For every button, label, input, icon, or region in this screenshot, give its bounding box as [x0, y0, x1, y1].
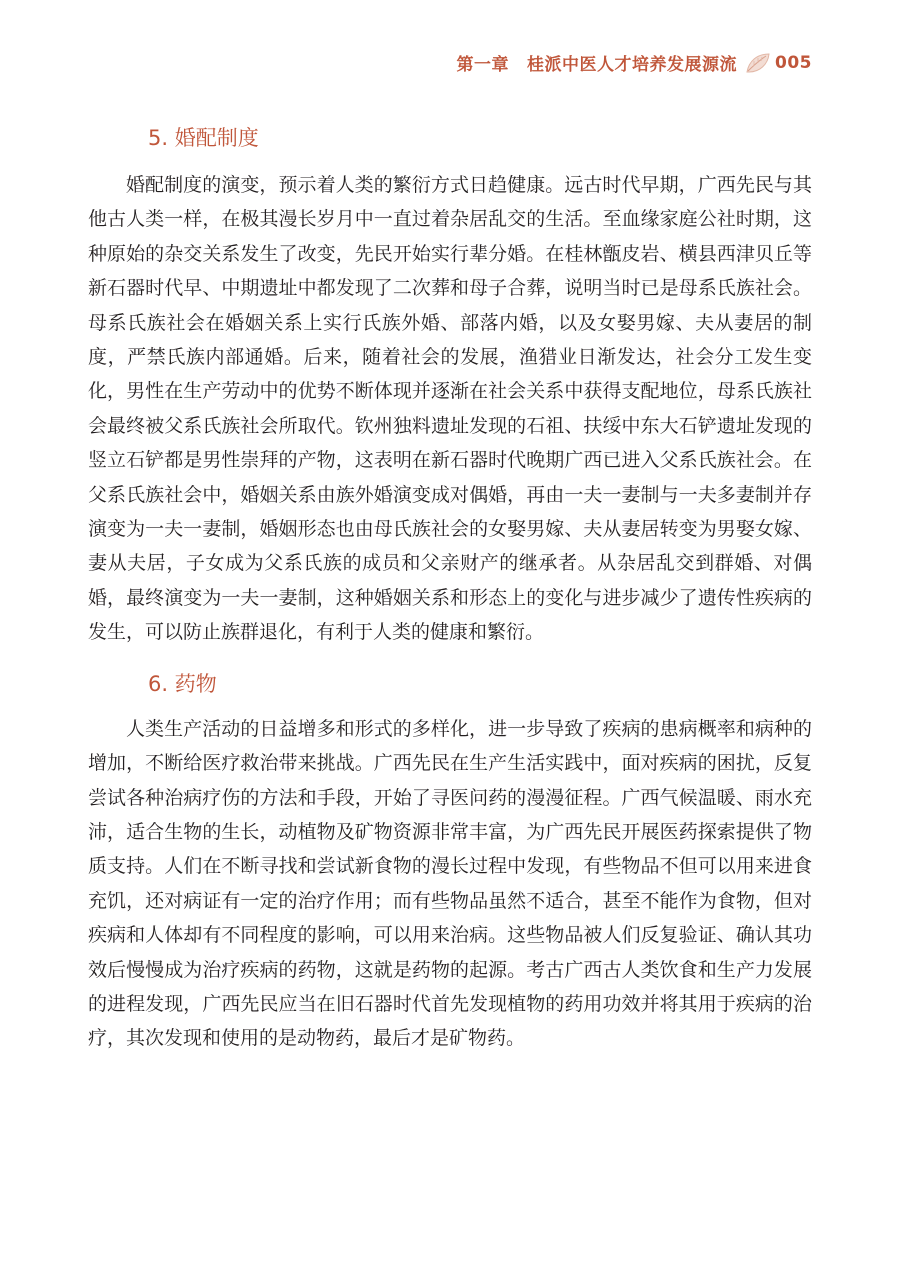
chapter-title: 桂派中医人才培养发展源流 — [527, 55, 737, 75]
paragraph-marriage: 婚配制度的演变，预示着人类的繁衍方式日趋健康。远古时代早期，广西先民与其他古人类一样，在极其漫长岁月中一直过着杂居乱交的生活。至血缘家庭公社时期，这种原始的杂交关系发生了改变，先民开始实行辈分婚。在桂林甑皮岩、横县西津贝丘等新石器时代早、中期遗址中都发现了二次葬和母子合葬，说明当时已是母系氏族社会。母系氏族社会在婚姻关系上实行氏族外婚、部落内婚，以及女娶男嫁、夫从妻居的制度，严禁氏族内部通婚。后来，随着社会的发展，渔猎业日渐发达，社会分工发生变化，男性在生产劳动中的优势不断体现并逐渐在社会关系中获得支配地位，母系氏族社会最终被父系氏族社会所取代。钦州独料遗址发现的石祖、扶绥中东大石铲遗址发现的竖立石铲都是男性崇拜的产物，这表明在新石器时代晚期广西已进入父系氏族社会。在父系氏族社会中，婚姻关系由族外婚演变成对偶婚，再由一夫一妻制与一夫多妻制并存演变为一夫一妻制，婚姻形态也由母氏族社会的女娶男嫁、夫从妻居转变为男娶女嫁、妻从夫居，子女成为父系氏族的成员和父亲财产的继承者。从杂居乱交到群婚、对偶婚，最终演变为一夫一妻制，这种婚姻关系和形态上的变化与进步减少了遗传性疾病的发生，可以防止族群退化，有利于人类的健康和繁衍。 — [88, 174, 812, 644]
leaf-icon — [745, 52, 771, 74]
running-header — [457, 50, 813, 75]
page-number: 005 — [775, 52, 812, 73]
chapter-label: 第一章 — [456, 55, 509, 75]
paragraph-medicine: 人类生产活动的日益增多和形式的多样化，进一步导致了疾病的患病概率和病种的增加，不断给医疗救治带来挑战。广西先民在生产生活实践中，面对疾病的困扰，反复尝试各种治病疗伤的方法和手段，开始了寻医问药的漫漫征程。广西气候温暖、雨水充沛，适合生物的生长，动植物及矿物资源非常丰富，为广西先民开展医药探索提供了物质支持。人们在不断寻找和尝试新食物的漫长过程中发现，有些物品不但可以用来进食充饥，还对病证有一定的治疗作用；而有些物品虽然不适合，甚至不能作为食物，但对疾病和人体却有不同程度的影响，可以用来治病。这些物品被人们反复验证、确认其功效后慢慢成为治疗疾病的药物，这就是药物的起源。考古广西古人类饮食和生产力发展的进程发现，广西先民应当在旧石器时代首先发现植物的药用功效并将其用于疾病的治疗，其次发现和使用的是动物药，最后才是矿物药。 — [88, 717, 812, 1050]
section-heading-marriage: 5. 婚配制度 — [148, 126, 259, 150]
page-body — [88, 118, 812, 1056]
section-heading-medicine: 6. 药物 — [148, 671, 217, 696]
